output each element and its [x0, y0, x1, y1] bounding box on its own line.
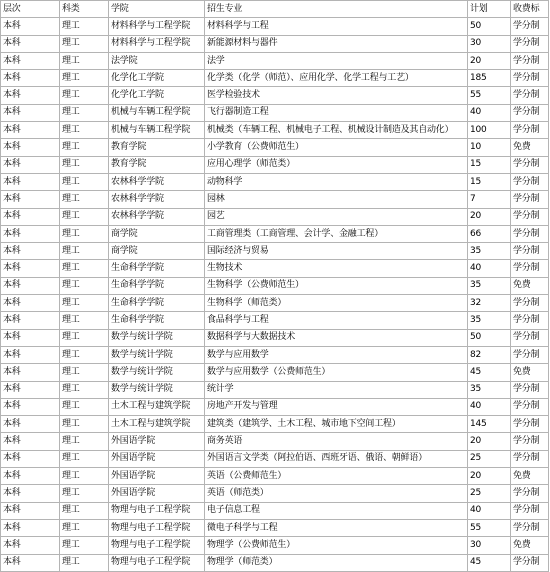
level-cell: 本科 [1, 122, 60, 139]
major-cell: 应用心理学（师范类） [205, 156, 468, 173]
table-row [1, 243, 549, 260]
level-cell: 本科 [1, 18, 60, 35]
table-row [1, 35, 549, 52]
level-cell: 本科 [1, 381, 60, 398]
table-row [1, 433, 549, 450]
plan-cell: 66 [468, 225, 511, 242]
major-cell: 法学 [205, 52, 468, 69]
college-cell: 商学院 [109, 225, 205, 242]
category-cell: 理工 [60, 502, 109, 519]
header-cell-fee: 收费标 [511, 1, 549, 18]
header-cell-plan: 计划 [468, 1, 511, 18]
category-cell: 理工 [60, 243, 109, 260]
table-row [1, 364, 549, 381]
category-cell: 理工 [60, 173, 109, 190]
category-cell: 理工 [60, 329, 109, 346]
major-cell: 生物科学（公费师范生） [205, 277, 468, 294]
major-cell: 英语（公费师范生） [205, 468, 468, 485]
plan-cell: 50 [468, 329, 511, 346]
level-cell: 本科 [1, 225, 60, 242]
fee-cell: 学分制 [511, 381, 549, 398]
college-cell: 生命科学学院 [109, 277, 205, 294]
category-cell: 理工 [60, 381, 109, 398]
major-cell: 物理学（师范类） [205, 554, 468, 571]
category-cell: 理工 [60, 260, 109, 277]
fee-cell: 学分制 [511, 122, 549, 139]
fee-cell: 免费 [511, 139, 549, 156]
level-cell: 本科 [1, 191, 60, 208]
table-row [1, 312, 549, 329]
level-cell: 本科 [1, 468, 60, 485]
major-cell: 新能源材料与器件 [205, 35, 468, 52]
level-cell: 本科 [1, 554, 60, 571]
level-cell: 本科 [1, 139, 60, 156]
plan-cell: 185 [468, 70, 511, 87]
category-cell: 理工 [60, 52, 109, 69]
college-cell: 土木工程与建筑学院 [109, 416, 205, 433]
plan-cell: 100 [468, 122, 511, 139]
level-cell: 本科 [1, 87, 60, 104]
table-row [1, 295, 549, 312]
college-cell: 外国语学院 [109, 468, 205, 485]
category-cell: 理工 [60, 87, 109, 104]
college-cell: 数学与统计学院 [109, 329, 205, 346]
category-cell: 理工 [60, 139, 109, 156]
college-cell: 教育学院 [109, 139, 205, 156]
level-cell: 本科 [1, 537, 60, 554]
fee-cell: 学分制 [511, 519, 549, 536]
level-cell: 本科 [1, 416, 60, 433]
college-cell: 化学化工学院 [109, 87, 205, 104]
level-cell: 本科 [1, 295, 60, 312]
plan-cell: 32 [468, 295, 511, 312]
major-cell: 飞行器制造工程 [205, 104, 468, 121]
college-cell: 物理与电子工程学院 [109, 554, 205, 571]
major-cell: 外国语言文学类（阿拉伯语、西班牙语、俄语、朝鲜语） [205, 450, 468, 467]
plan-cell: 40 [468, 260, 511, 277]
college-cell: 物理与电子工程学院 [109, 502, 205, 519]
plan-cell: 15 [468, 156, 511, 173]
college-cell: 数学与统计学院 [109, 364, 205, 381]
category-cell: 理工 [60, 104, 109, 121]
fee-cell: 免费 [511, 537, 549, 554]
major-cell: 数学与应用数学（公费师范生） [205, 364, 468, 381]
table-row [1, 70, 549, 87]
college-cell: 外国语学院 [109, 433, 205, 450]
category-cell: 理工 [60, 364, 109, 381]
major-cell: 物理学（公费师范生） [205, 537, 468, 554]
table-row [1, 122, 549, 139]
major-cell: 材料科学与工程 [205, 18, 468, 35]
college-cell: 教育学院 [109, 156, 205, 173]
level-cell: 本科 [1, 156, 60, 173]
fee-cell: 学分制 [511, 485, 549, 502]
level-cell: 本科 [1, 173, 60, 190]
major-cell: 数据科学与大数据技术 [205, 329, 468, 346]
fee-cell: 学分制 [511, 35, 549, 52]
level-cell: 本科 [1, 502, 60, 519]
table-row [1, 173, 549, 190]
college-cell: 商学院 [109, 243, 205, 260]
college-cell: 机械与车辆工程学院 [109, 122, 205, 139]
plan-cell: 20 [468, 52, 511, 69]
college-cell: 农林科学学院 [109, 173, 205, 190]
level-cell: 本科 [1, 329, 60, 346]
college-cell: 材料科学与工程学院 [109, 35, 205, 52]
college-cell: 生命科学学院 [109, 312, 205, 329]
category-cell: 理工 [60, 295, 109, 312]
major-cell: 食品科学与工程 [205, 312, 468, 329]
college-cell: 生命科学学院 [109, 260, 205, 277]
college-cell: 农林科学学院 [109, 191, 205, 208]
college-cell: 材料科学与工程学院 [109, 18, 205, 35]
level-cell: 本科 [1, 104, 60, 121]
plan-cell: 10 [468, 139, 511, 156]
plan-cell: 7 [468, 191, 511, 208]
category-cell: 理工 [60, 122, 109, 139]
fee-cell: 学分制 [511, 225, 549, 242]
level-cell: 本科 [1, 277, 60, 294]
major-cell: 建筑类（建筑学、土木工程、城市地下空间工程） [205, 416, 468, 433]
college-cell: 外国语学院 [109, 450, 205, 467]
table-row [1, 18, 549, 35]
college-cell: 数学与统计学院 [109, 346, 205, 363]
table-row [1, 537, 549, 554]
plan-cell: 45 [468, 554, 511, 571]
plan-cell: 35 [468, 243, 511, 260]
fee-cell: 学分制 [511, 329, 549, 346]
major-cell: 小学教育（公费师范生） [205, 139, 468, 156]
table-row [1, 329, 549, 346]
college-cell: 数学与统计学院 [109, 381, 205, 398]
major-cell: 园林 [205, 191, 468, 208]
major-cell: 国际经济与贸易 [205, 243, 468, 260]
fee-cell: 学分制 [511, 416, 549, 433]
college-cell: 法学院 [109, 52, 205, 69]
major-cell: 机械类（车辆工程、机械电子工程、机械设计制造及其自动化） [205, 122, 468, 139]
level-cell: 本科 [1, 52, 60, 69]
category-cell: 理工 [60, 519, 109, 536]
plan-cell: 35 [468, 381, 511, 398]
table-row [1, 139, 549, 156]
header-cell-major: 招生专业 [205, 1, 468, 18]
plan-cell: 25 [468, 450, 511, 467]
major-cell: 微电子科学与工程 [205, 519, 468, 536]
plan-cell: 82 [468, 346, 511, 363]
major-cell: 工商管理类（工商管理、会计学、金融工程） [205, 225, 468, 242]
college-cell: 生命科学学院 [109, 295, 205, 312]
table-row [1, 225, 549, 242]
table-row [1, 416, 549, 433]
fee-cell: 学分制 [511, 312, 549, 329]
level-cell: 本科 [1, 243, 60, 260]
fee-cell: 学分制 [511, 346, 549, 363]
table-row [1, 554, 549, 571]
plan-cell: 35 [468, 277, 511, 294]
level-cell: 本科 [1, 485, 60, 502]
level-cell: 本科 [1, 208, 60, 225]
college-cell: 机械与车辆工程学院 [109, 104, 205, 121]
category-cell: 理工 [60, 225, 109, 242]
table-row [1, 502, 549, 519]
table-row [1, 485, 549, 502]
category-cell: 理工 [60, 416, 109, 433]
fee-cell: 学分制 [511, 243, 549, 260]
college-cell: 土木工程与建筑学院 [109, 398, 205, 415]
fee-cell: 免费 [511, 468, 549, 485]
major-cell: 房地产开发与管理 [205, 398, 468, 415]
fee-cell: 学分制 [511, 156, 549, 173]
plan-cell: 40 [468, 502, 511, 519]
category-cell: 理工 [60, 554, 109, 571]
table-row [1, 260, 549, 277]
plan-cell: 40 [468, 398, 511, 415]
fee-cell: 学分制 [511, 18, 549, 35]
category-cell: 理工 [60, 35, 109, 52]
level-cell: 本科 [1, 312, 60, 329]
plan-cell: 20 [468, 208, 511, 225]
table-row [1, 104, 549, 121]
major-cell: 生物科学（师范类） [205, 295, 468, 312]
table-row [1, 519, 549, 536]
level-cell: 本科 [1, 519, 60, 536]
table-row [1, 191, 549, 208]
major-cell: 英语（师范类） [205, 485, 468, 502]
category-cell: 理工 [60, 398, 109, 415]
table-row [1, 156, 549, 173]
college-cell: 化学化工学院 [109, 70, 205, 87]
level-cell: 本科 [1, 70, 60, 87]
college-cell: 物理与电子工程学院 [109, 519, 205, 536]
plan-cell: 25 [468, 485, 511, 502]
category-cell: 理工 [60, 346, 109, 363]
table-row [1, 52, 549, 69]
category-cell: 理工 [60, 208, 109, 225]
fee-cell: 学分制 [511, 208, 549, 225]
fee-cell: 学分制 [511, 104, 549, 121]
fee-cell: 学分制 [511, 87, 549, 104]
table-row [1, 450, 549, 467]
level-cell: 本科 [1, 260, 60, 277]
table-row [1, 346, 549, 363]
fee-cell: 学分制 [511, 191, 549, 208]
category-cell: 理工 [60, 277, 109, 294]
category-cell: 理工 [60, 433, 109, 450]
fee-cell: 学分制 [511, 173, 549, 190]
plan-cell: 35 [468, 312, 511, 329]
header-row [1, 1, 549, 18]
fee-cell: 学分制 [511, 450, 549, 467]
fee-cell: 学分制 [511, 52, 549, 69]
plan-cell: 145 [468, 416, 511, 433]
category-cell: 理工 [60, 156, 109, 173]
level-cell: 本科 [1, 346, 60, 363]
table-row [1, 87, 549, 104]
fee-cell: 学分制 [511, 554, 549, 571]
category-cell: 理工 [60, 191, 109, 208]
fee-cell: 学分制 [511, 433, 549, 450]
plan-cell: 55 [468, 519, 511, 536]
plan-cell: 55 [468, 87, 511, 104]
category-cell: 理工 [60, 18, 109, 35]
plan-cell: 20 [468, 468, 511, 485]
category-cell: 理工 [60, 468, 109, 485]
level-cell: 本科 [1, 450, 60, 467]
major-cell: 电子信息工程 [205, 502, 468, 519]
table-row [1, 398, 549, 415]
level-cell: 本科 [1, 398, 60, 415]
college-cell: 外国语学院 [109, 485, 205, 502]
header-cell-college: 学院 [109, 1, 205, 18]
plan-cell: 45 [468, 364, 511, 381]
fee-cell: 免费 [511, 364, 549, 381]
table-row [1, 208, 549, 225]
plan-cell: 30 [468, 35, 511, 52]
major-cell: 动物科学 [205, 173, 468, 190]
level-cell: 本科 [1, 433, 60, 450]
plan-cell: 30 [468, 537, 511, 554]
major-cell: 统计学 [205, 381, 468, 398]
header-cell-category: 科类 [60, 1, 109, 18]
table-row [1, 277, 549, 294]
category-cell: 理工 [60, 485, 109, 502]
major-cell: 商务英语 [205, 433, 468, 450]
header-cell-level: 层次 [1, 1, 60, 18]
fee-cell: 学分制 [511, 70, 549, 87]
fee-cell: 学分制 [511, 260, 549, 277]
major-cell: 化学类（化学（师范）、应用化学、化学工程与工艺） [205, 70, 468, 87]
category-cell: 理工 [60, 70, 109, 87]
plan-cell: 50 [468, 18, 511, 35]
category-cell: 理工 [60, 450, 109, 467]
level-cell: 本科 [1, 364, 60, 381]
fee-cell: 学分制 [511, 295, 549, 312]
college-cell: 农林科学学院 [109, 208, 205, 225]
plan-cell: 40 [468, 104, 511, 121]
fee-cell: 学分制 [511, 398, 549, 415]
fee-cell: 学分制 [511, 502, 549, 519]
major-cell: 园艺 [205, 208, 468, 225]
major-cell: 生物技术 [205, 260, 468, 277]
major-cell: 数学与应用数学 [205, 346, 468, 363]
table-row [1, 381, 549, 398]
table-row [1, 468, 549, 485]
plan-cell: 15 [468, 173, 511, 190]
major-cell: 医学检验技术 [205, 87, 468, 104]
level-cell: 本科 [1, 35, 60, 52]
category-cell: 理工 [60, 537, 109, 554]
fee-cell: 免费 [511, 277, 549, 294]
college-cell: 物理与电子工程学院 [109, 537, 205, 554]
plan-cell: 20 [468, 433, 511, 450]
category-cell: 理工 [60, 312, 109, 329]
